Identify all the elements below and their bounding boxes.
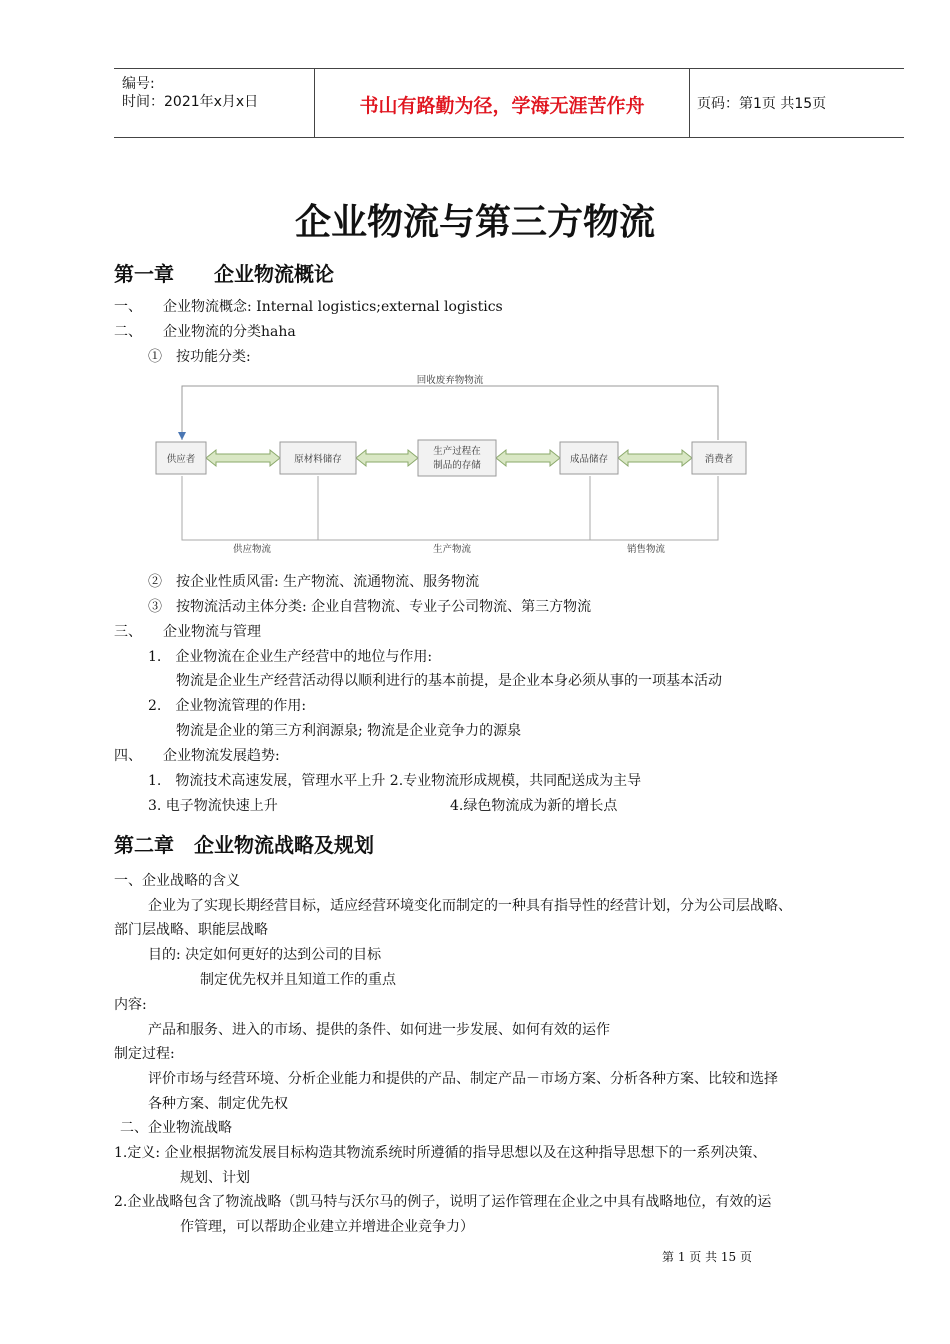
ch1-line: 三、 企业物流与管理 xyxy=(114,624,261,640)
ch2-line: 1.定义: 企业根据物流发展目标构造其物流系统时所遵循的指导思想以及在这种指导思想下的一系列决策、 xyxy=(114,1145,767,1161)
page-header xyxy=(114,68,904,138)
ch1-line: 3. 电子物流快速上升 xyxy=(148,798,278,814)
page-footer: 第 1 页 共 15 页 xyxy=(662,1250,752,1264)
return-flow-line xyxy=(182,386,718,440)
ch2-line: 作管理，可以帮助企业建立并增进企业竞争力） xyxy=(180,1219,474,1235)
supply-logistics-label: 供应物流 xyxy=(232,544,272,555)
ch2-line: 内容: xyxy=(114,997,147,1013)
production-bracket xyxy=(318,476,590,540)
header-page-cell xyxy=(689,69,904,137)
number-label: 编号: xyxy=(122,76,155,92)
supply-bracket xyxy=(182,476,318,540)
document-title: 企业物流与第三方物流 xyxy=(294,201,655,243)
ch2-line: 一、企业战略的含义 xyxy=(114,873,240,889)
double-arrow-4 xyxy=(618,450,692,466)
chapter1-heading: 第一章 企业物流概论 xyxy=(114,262,334,286)
ch1-line: 4.绿色物流成为新的增长点 xyxy=(450,798,618,814)
ch1-line: 物流是企业的第三方利润源泉; 物流是企业竞争力的源泉 xyxy=(176,723,522,739)
ch2-line: 2.企业战略包含了物流战略（凯马特与沃尔马的例子，说明了运作管理在企业之中具有战略地位，有效的运 xyxy=(114,1194,772,1210)
return-flow-label: 回收废弃物物流 xyxy=(416,375,484,386)
ch2-line: 规划、计划 xyxy=(180,1170,250,1186)
ch2-line: 目的: 决定如何更好的达到公司的目标 xyxy=(148,947,382,963)
node-wip-label-2: 制品的存储 xyxy=(433,460,481,471)
ch2-line: 各种方案、制定优先权 xyxy=(148,1096,288,1112)
node-wip-label-1: 生产过程在 xyxy=(433,446,481,457)
ch2-line: 制定过程: xyxy=(114,1046,175,1062)
motto: 书山有路勤为径，学海无涯苦作舟 xyxy=(359,95,645,117)
double-arrow-1 xyxy=(206,450,280,466)
header-info-cell xyxy=(114,69,314,137)
ch2-line: 制定优先权并且知道工作的重点 xyxy=(200,972,396,988)
ch1-line: ③ 按物流活动主体分类: 企业自营物流、专业子公司物流、第三方物流 xyxy=(148,599,592,615)
double-arrow-2 xyxy=(356,450,418,466)
ch1-line: 一、 企业物流概念: Internal logistics;external logistics xyxy=(114,299,503,315)
node-finished-goods-label: 成品储存 xyxy=(569,454,609,465)
node-raw-material-label: 原材料储存 xyxy=(294,454,342,465)
page-label: 页码：第1页 共15页 xyxy=(697,96,827,112)
node-supplier-label: 供应者 xyxy=(166,454,196,465)
ch2-line: 二、企业物流战略 xyxy=(120,1120,232,1136)
ch1-line: 二、 企业物流的分类haha xyxy=(114,324,296,340)
ch2-line: 评价市场与经营环境、分析企业能力和提供的产品、制定产品－市场方案、分析各种方案、比较和选择 xyxy=(148,1071,778,1087)
ch1-line: 1. 物流技术高速发展，管理水平上升 2.专业物流形成规模，共同配送成为主导 xyxy=(148,773,642,789)
ch2-line: 产品和服务、进入的市场、提供的条件、如何进一步发展、如何有效的运作 xyxy=(148,1022,610,1038)
logistics-flow-diagram xyxy=(150,368,760,560)
production-logistics-label: 生产物流 xyxy=(432,544,472,555)
return-flow-arrow xyxy=(178,432,186,440)
ch2-line: 部门层战略、职能层战略 xyxy=(114,922,268,938)
sales-bracket xyxy=(590,476,718,540)
ch1-line: ① 按功能分类: xyxy=(148,349,251,365)
ch1-line: 物流是企业生产经营活动得以顺利进行的基本前提，是企业本身必须从事的一项基本活动 xyxy=(176,673,722,689)
ch1-line: ② 按企业性质风雷: 生产物流、流通物流、服务物流 xyxy=(148,574,480,590)
chapter2-heading: 第二章 企业物流战略及规划 xyxy=(114,833,374,857)
time-label: 时间：2021年x月x日 xyxy=(122,94,259,110)
double-arrow-3 xyxy=(496,450,560,466)
ch1-line: 2. 企业物流管理的作用: xyxy=(148,698,307,714)
ch1-line: 四、 企业物流发展趋势: xyxy=(114,748,280,764)
header-motto-cell xyxy=(314,69,690,137)
ch1-line: 1. 企业物流在企业生产经营中的地位与作用: xyxy=(148,649,433,665)
ch2-line: 企业为了实现长期经营目标，适应经营环境变化而制定的一种具有指导性的经营计划，分为公司层战略、 xyxy=(148,898,792,914)
sales-logistics-label: 销售物流 xyxy=(626,544,666,555)
node-consumer-label: 消费者 xyxy=(704,454,734,465)
